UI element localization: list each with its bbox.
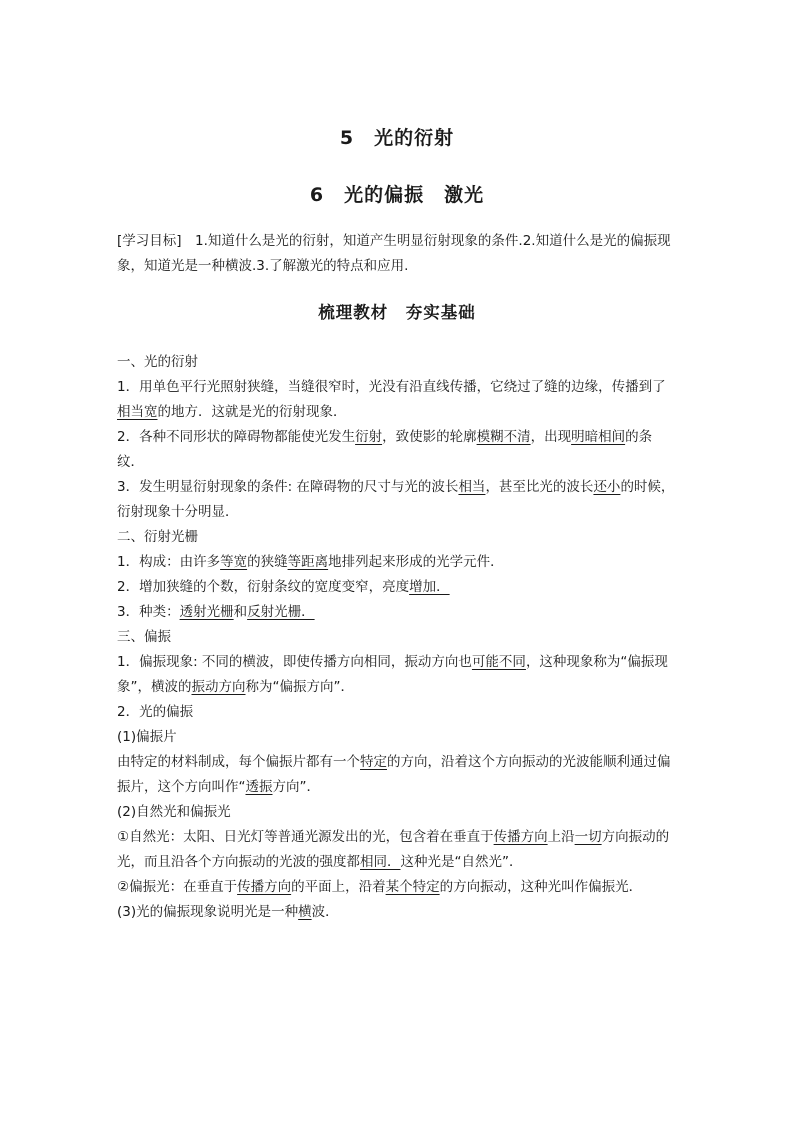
fill-in-answer: 振动方向 <box>191 679 246 695</box>
text-run: 3．种类： <box>117 604 180 620</box>
text-run: 1．偏振现象: 不同的横波，即使传播方向相同，振动方向也 <box>117 654 472 670</box>
text-run: 的时候，衍射现象十分明显． <box>117 479 675 520</box>
fill-in-answer: 某个特定 <box>385 879 440 895</box>
paragraph <box>117 575 679 600</box>
section-title: 梳理教材 夯实基础 <box>318 303 476 322</box>
text-run: 和 <box>233 604 248 620</box>
paragraph <box>117 600 679 625</box>
fill-in-answer: 相同． <box>360 854 401 870</box>
heading-diffraction: 一、光的衍射 <box>117 354 198 370</box>
fill-in-answer: 衍射 <box>355 429 383 445</box>
paragraph <box>117 900 679 925</box>
chapter-title-diffraction: 5 光的衍射 <box>339 127 455 149</box>
paragraph <box>117 825 679 875</box>
content-body <box>117 350 679 925</box>
text-run: 的平面上，沿着 <box>291 879 386 895</box>
text-run: 波． <box>311 904 339 920</box>
fill-in-answer: 特定 <box>360 754 387 770</box>
paragraph <box>117 725 679 750</box>
text-run: 这种光是“自然光”． <box>400 854 523 870</box>
fill-in-answer: 相当 <box>458 479 486 495</box>
text-run: 3．发生明显衍射现象的条件: 在障碍物的尺寸与光的波长 <box>117 479 459 495</box>
text-run: 的条纹． <box>117 429 653 470</box>
paragraph <box>117 475 679 525</box>
fill-in-answer: 可能不同 <box>471 654 526 670</box>
text-run: 方向振动的光，而且沿各个方向振动的光波的强度都 <box>117 829 670 870</box>
fill-in-answer: 传播方向 <box>237 879 292 895</box>
text-run: (2)自然光和偏振光 <box>117 804 231 820</box>
text-run: 1．构成：由许多 <box>117 554 221 570</box>
paragraph <box>117 875 679 900</box>
paragraph <box>117 375 679 425</box>
text-run: 称为“偏振方向”． <box>245 679 354 695</box>
text-run: ②偏振光：在垂直于 <box>117 879 238 895</box>
paragraph <box>117 425 679 475</box>
text-run: 方向”． <box>272 779 320 795</box>
text-run: 由特定的材料制成，每个偏振片都有一个 <box>117 754 360 770</box>
fill-in-answer: 透射光栅 <box>179 604 234 620</box>
chapter-title-polarization: 6 光的偏振 激光 <box>309 184 485 206</box>
text-run: ，甚至比光的波长 <box>485 479 594 495</box>
text-run: 2．光的偏振 <box>117 704 194 720</box>
text-run: 地排列起来形成的光学元件． <box>328 554 504 570</box>
learning-goals-text: 1.知道什么是光的衍射，知道产生明显衍射现象的条件.2.知道什么是光的偏振现象，知道光是一种横波.3.了解激光的特点和应用. <box>117 233 671 274</box>
paragraph <box>117 750 679 800</box>
text-run: 上沿 <box>547 829 575 845</box>
fill-in-answer: 等宽 <box>220 554 248 570</box>
fill-in-answer: 还小 <box>593 479 621 495</box>
text-run: ，致使影的轮廓 <box>382 429 477 445</box>
text-run: (1)偏振片 <box>117 729 177 745</box>
text-run: ，出现 <box>530 429 572 445</box>
heading-grating: 二、衍射光栅 <box>117 529 198 545</box>
text-run: 的地方．这就是光的衍射现象． <box>157 404 347 420</box>
text-run: 的方向振动，这种光叫作偏振光． <box>439 879 643 895</box>
fill-in-answer: 模糊不清 <box>476 429 531 445</box>
fill-in-answer: 一切 <box>574 829 602 845</box>
paragraph <box>117 700 679 725</box>
fill-in-answer: 明暗相间 <box>571 429 626 445</box>
fill-in-answer: 相当宽 <box>117 404 158 420</box>
text-run: 1．用单色平行光照射狭缝，当缝很窄时，光没有沿直线传播，它绕过了缝的边缘，传播到了 <box>117 379 666 395</box>
fill-in-answer: 等距离 <box>287 554 329 570</box>
paragraph <box>117 650 679 700</box>
paragraph <box>117 800 679 825</box>
text-run: 的方向，沿着这个方向振动的光波能顺利通过偏振片，这个方向叫作“ <box>117 754 671 795</box>
paragraph <box>117 550 679 575</box>
text-run: (3)光的偏振现象说明光是一种 <box>117 904 299 920</box>
text-run: 的狭缝 <box>247 554 288 570</box>
text-run: ①自然光：太阳、日光灯等普通光源发出的光，包含着在垂直于 <box>117 829 494 845</box>
fill-in-answer: 透振 <box>245 779 273 795</box>
text-run: 2．增加狭缝的个数，衍射条纹的宽度变窄，亮度 <box>117 579 410 595</box>
fill-in-answer: 反射光栅． <box>247 604 315 620</box>
text-run: ，这种现象称为“偏振现象”，横波的 <box>117 654 668 695</box>
fill-in-answer: 传播方向 <box>493 829 548 845</box>
heading-polarization: 三、偏振 <box>117 629 171 645</box>
learning-goals <box>117 229 679 279</box>
fill-in-answer: 增加． <box>409 579 450 595</box>
learning-goals-label: [学习目标] <box>117 233 182 249</box>
text-run: 2．各种不同形状的障碍物都能使光发生 <box>117 429 356 445</box>
fill-in-answer: 横 <box>298 904 312 920</box>
